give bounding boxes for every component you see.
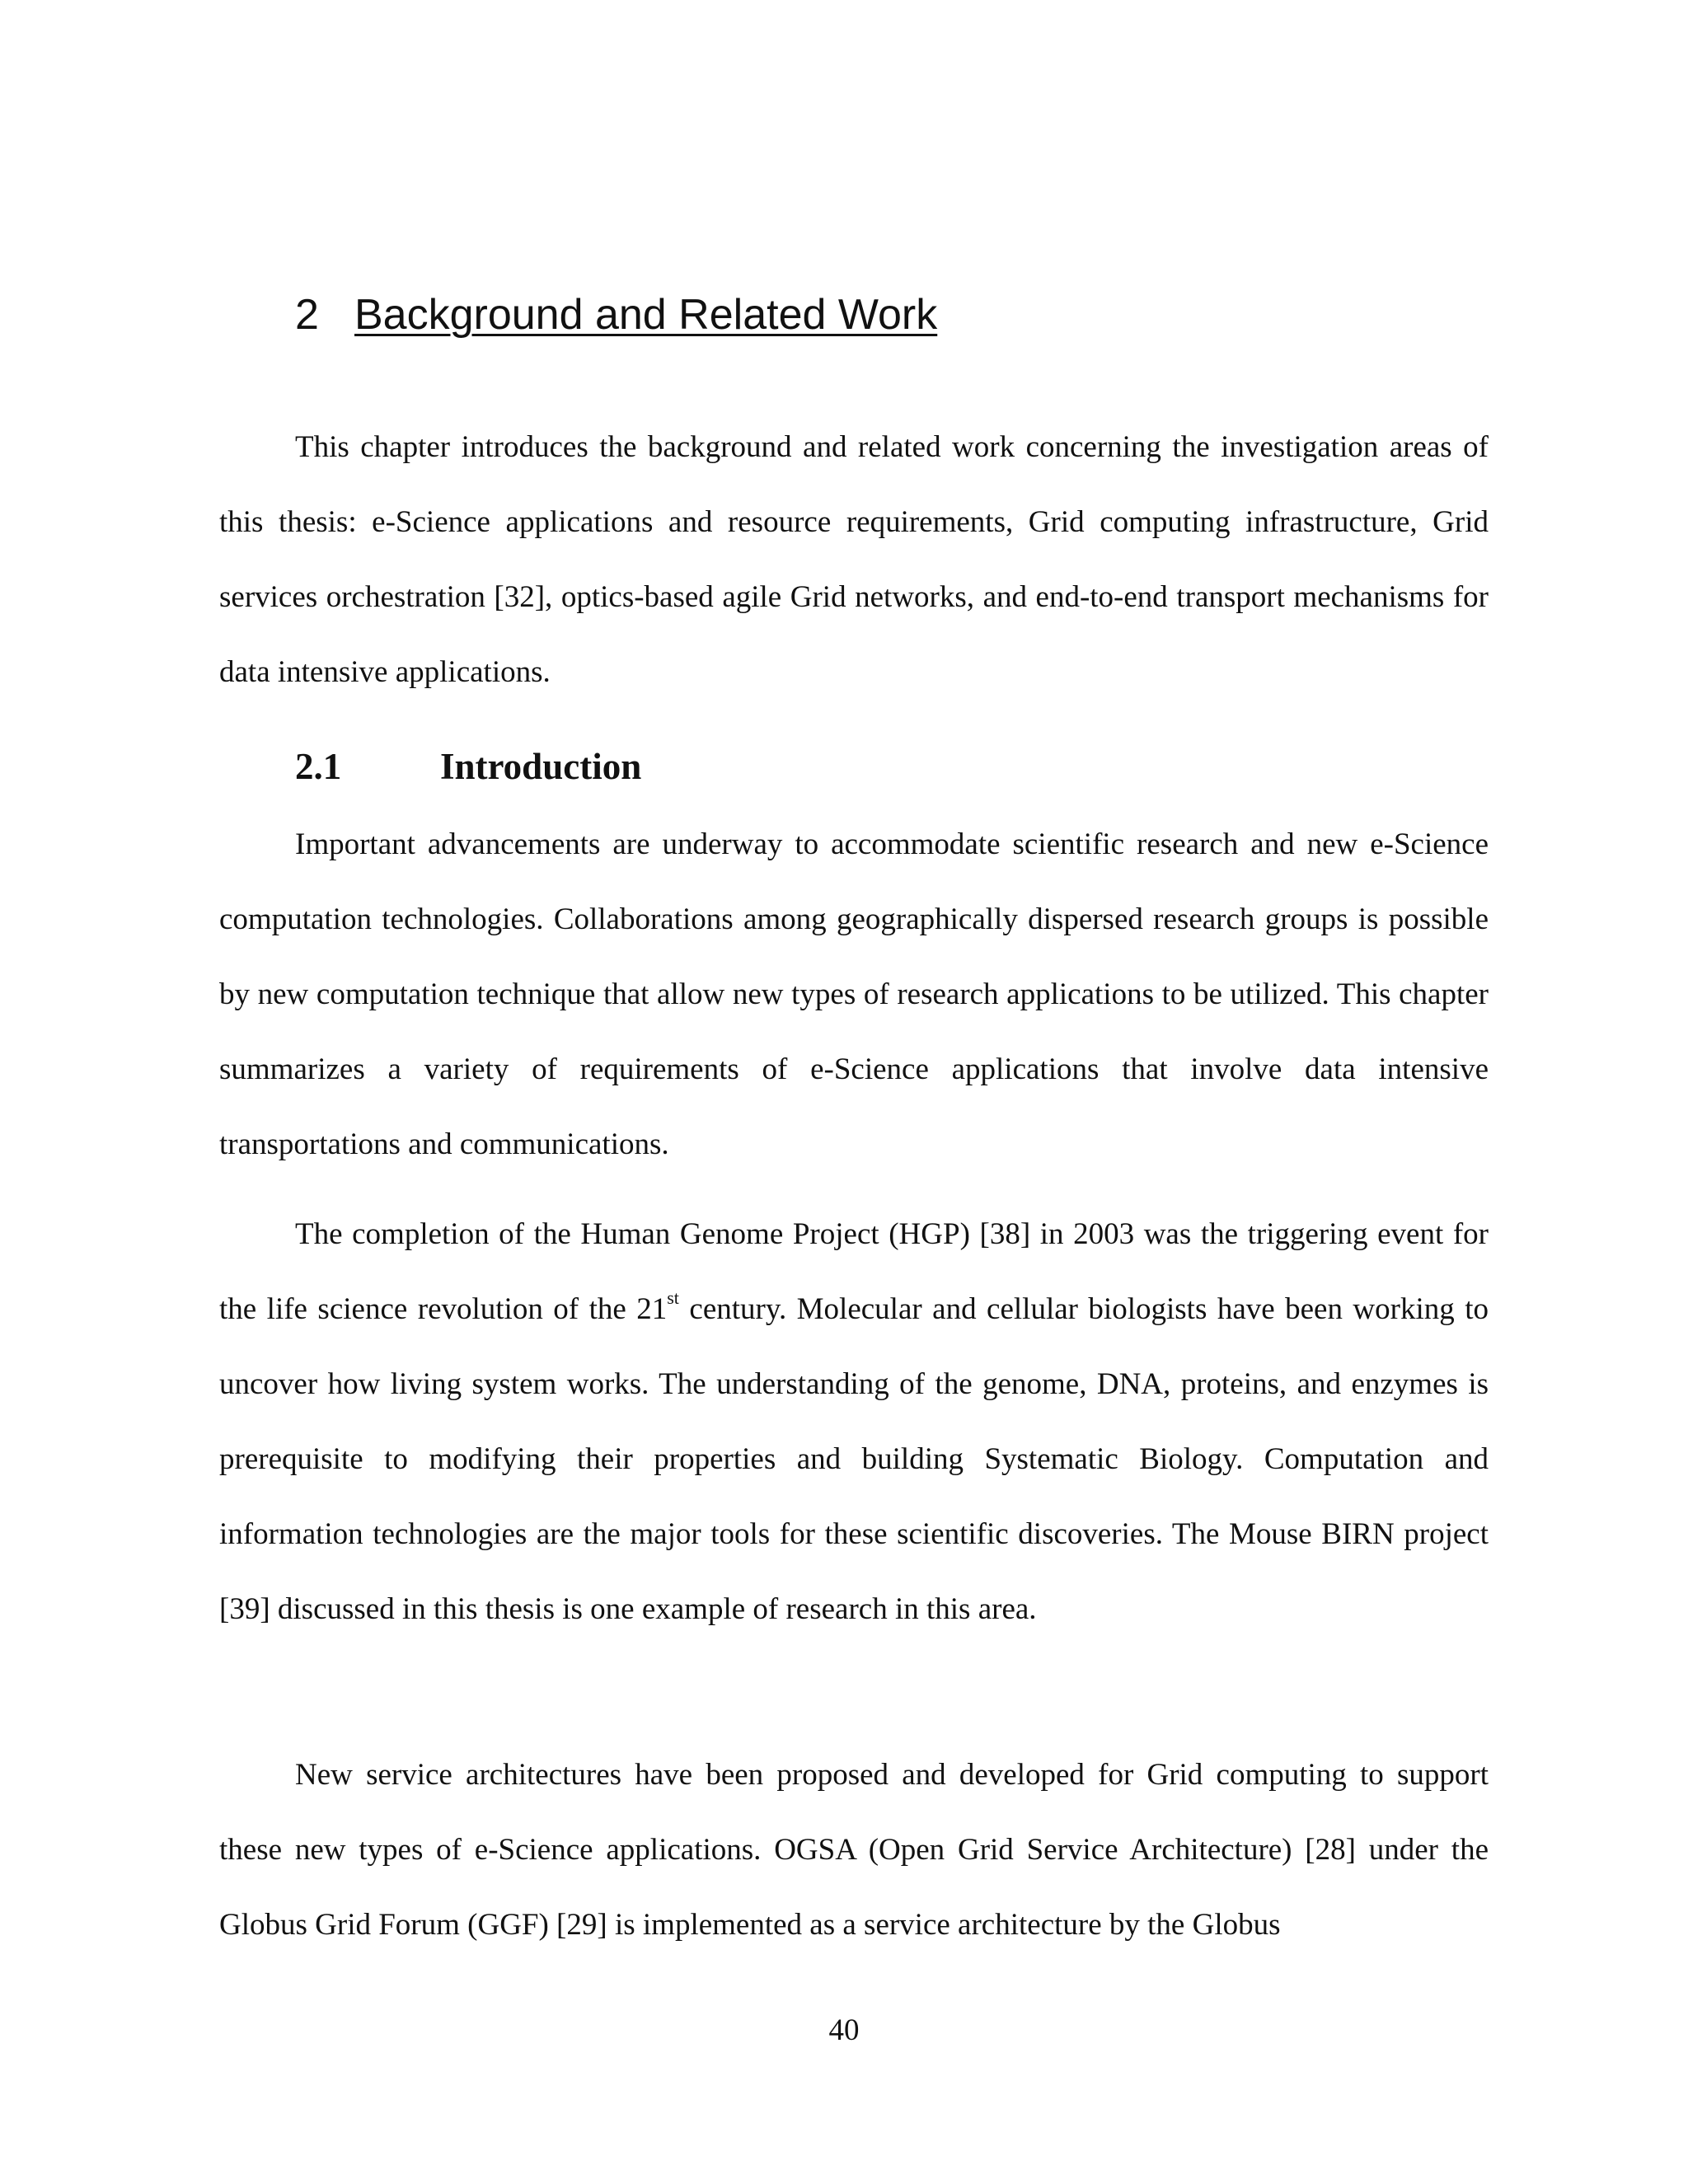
section-heading <box>295 742 641 791</box>
paragraph-genome-text-end: century. Molecular and cellular biologists have been working to uncover how living system works. The understanding of the genome, DNA, proteins, and enzymes is prerequisite to modifying their properties and building Systematic Biology. Computation and information technologies are the major tools for these scientific discoveries. The Mouse BIRN project [39] discussed in this thesis is one example of research in this area. <box>219 1292 1489 1626</box>
section-number: 2.1 <box>295 746 342 787</box>
section-title: Introduction <box>440 746 642 787</box>
paragraph-genome-text-start: The completion of the Human Genome Project (HGP) [38] in 2003 was the triggering event for the life science revolution of the 21 <box>219 1217 1489 1326</box>
chapter-title: Background and Related Work <box>354 291 938 339</box>
page-number: 40 <box>828 2013 860 2047</box>
ordinal-superscript: st <box>667 1287 679 1308</box>
chapter-heading <box>295 290 937 340</box>
paragraph-advancements: Important advancements are underway to accommodate scientific research and new e-Science computation technologies. Collaborations among geographically dispersed research groups is possible by new computation technique that allow new types of research applications to be utilized. This chapter summarizes a variety of requirements of e-Science applications that involve data intensive transportations and communications. <box>219 827 1489 1161</box>
paragraph-service-architectures: New service architectures have been proposed and developed for Grid computing to support these new types of e-Science applications. OGSA (Open Grid Service Architecture) [28] under the Globus Grid Forum (GGF) [29] is implemented as a service architecture by the Globus <box>219 1758 1489 1942</box>
chapter-number: 2 <box>295 291 319 339</box>
intro-paragraph: This chapter introduces the background and related work concerning the investigation areas of this thesis: e-Science applications and resource requirements, Grid computing infrastructure, Grid services orchestration [32], optics-based agile Grid networks, and end-to-end transport mechanisms for data intensive applications. <box>219 430 1489 689</box>
paragraph-genome <box>219 1197 1489 1647</box>
